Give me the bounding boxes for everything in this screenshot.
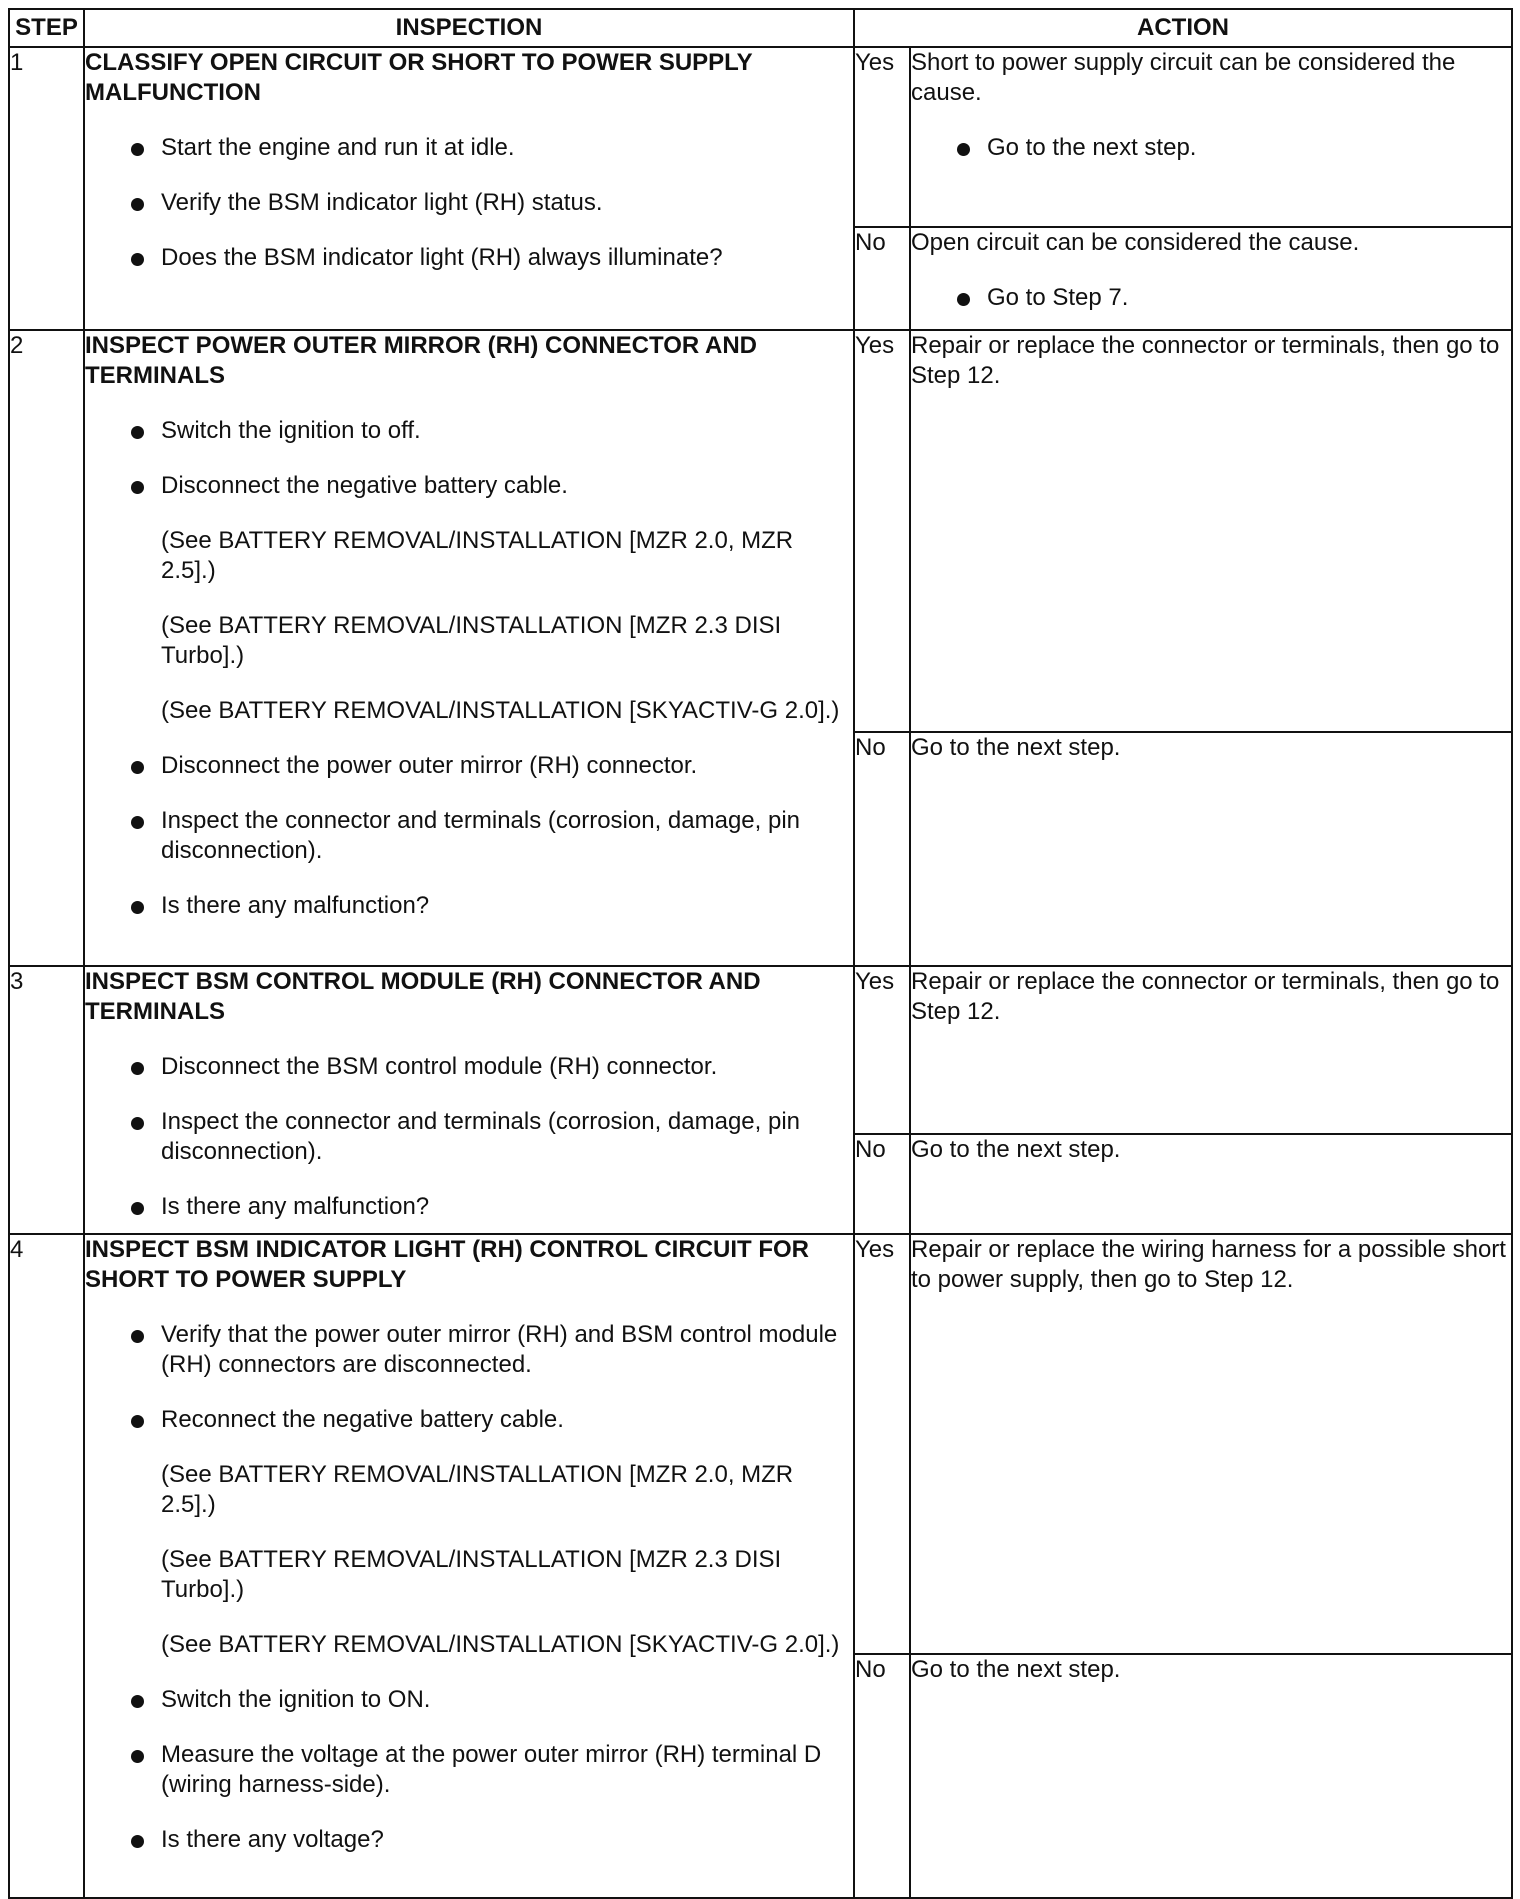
inspection-title: INSPECT BSM INDICATOR LIGHT (RH) CONTROL CIRCUIT FOR SHORT TO POWER SUPPLY [85,1236,809,1293]
inspection-item: Disconnect the negative battery cable. [85,471,853,501]
inspection-title: INSPECT POWER OUTER MIRROR (RH) CONNECTOR AND TERMINALS [85,332,757,389]
yes-label: Yes [854,330,910,732]
action-column-header: ACTION [854,9,1512,47]
inspection-item: Inspect the connector and terminals (corrosion, damage, pin disconnection). [85,806,853,866]
step-1-yes-row [9,47,1512,227]
step-number: 2 [9,330,84,966]
no-label: No [854,227,910,330]
no-action-text: Go to the next step. [911,1136,1121,1163]
inspection-item: Verify the BSM indicator light (RH) status. [85,188,853,218]
yes-action-cell [910,1234,1512,1654]
no-action-text: Go to the next step. [911,1656,1121,1683]
yes-label: Yes [854,966,910,1134]
inspection-item: Inspect the connector and terminals (corrosion, damage, pin disconnection). [85,1107,853,1167]
yes-action-cell [910,330,1512,732]
inspection-cell [84,330,854,966]
step-number: 3 [9,966,84,1234]
inspection-reference: (See BATTERY REMOVAL/INSTALLATION [SKYACTIV-G 2.0].) [161,1631,840,1658]
inspection-item: Is there any malfunction? [85,891,853,921]
step-number: 4 [9,1234,84,1898]
yes-label: Yes [854,47,910,227]
no-action-text: Go to the next step. [911,734,1121,761]
inspection-item: Switch the ignition to off. [85,416,853,446]
inspection-item: Reconnect the negative battery cable. [85,1405,853,1435]
inspection-item: Verify that the power outer mirror (RH) and BSM control module (RH) connectors are disconnected. [85,1320,853,1380]
inspection-item: Does the BSM indicator light (RH) always illuminate? [85,243,853,273]
inspection-reference: (See BATTERY REMOVAL/INSTALLATION [MZR 2.0, MZR 2.5].) [161,1461,794,1518]
inspection-item: Is there any malfunction? [85,1192,853,1222]
table-header-row [9,9,1512,47]
inspection-cell [84,1234,854,1898]
no-label: No [854,1654,910,1898]
inspection-title: INSPECT BSM CONTROL MODULE (RH) CONNECTOR AND TERMINALS [85,968,761,1025]
no-action-cell [910,227,1512,330]
inspection-title: CLASSIFY OPEN CIRCUIT OR SHORT TO POWER SUPPLY MALFUNCTION [85,49,753,106]
inspection-item: Switch the ignition to ON. [85,1685,853,1715]
yes-action-bullet: Go to the next step. [911,133,1511,163]
yes-action-cell [910,966,1512,1134]
inspection-cell [84,47,854,330]
inspection-item: Start the engine and run it at idle. [85,133,853,163]
inspection-reference: (See BATTERY REMOVAL/INSTALLATION [SKYACTIV-G 2.0].) [161,697,840,724]
inspection-item: Disconnect the BSM control module (RH) connector. [85,1052,853,1082]
inspection-cell [84,966,854,1234]
troubleshooting-table [8,8,1513,1899]
no-action-bullet: Go to Step 7. [911,283,1511,313]
inspection-column-header: INSPECTION [84,9,854,47]
inspection-reference: (See BATTERY REMOVAL/INSTALLATION [MZR 2.3 DISI Turbo].) [161,612,782,669]
yes-action-cell [910,47,1512,227]
yes-label: Yes [854,1234,910,1654]
no-action-cell [910,1654,1512,1898]
yes-action-text: Repair or replace the connector or terminals, then go to Step 12. [911,968,1500,1025]
step-4-yes-row [9,1234,1512,1654]
inspection-reference: (See BATTERY REMOVAL/INSTALLATION [MZR 2.0, MZR 2.5].) [161,527,794,584]
no-action-text: Open circuit can be considered the cause. [911,229,1360,256]
no-action-cell [910,1134,1512,1234]
inspection-item: Measure the voltage at the power outer mirror (RH) terminal D (wiring harness-side). [85,1740,853,1800]
step-column-header: STEP [9,9,84,47]
step-2-yes-row [9,330,1512,732]
inspection-reference: (See BATTERY REMOVAL/INSTALLATION [MZR 2.3 DISI Turbo].) [161,1546,782,1603]
no-label: No [854,1134,910,1234]
yes-action-text: Short to power supply circuit can be considered the cause. [911,49,1456,106]
inspection-item: Disconnect the power outer mirror (RH) connector. [85,751,853,781]
no-label: No [854,732,910,966]
yes-action-text: Repair or replace the wiring harness for a possible short to power supply, then go to Step 12. [911,1236,1506,1293]
yes-action-text: Repair or replace the connector or terminals, then go to Step 12. [911,332,1500,389]
step-number: 1 [9,47,84,330]
step-3-yes-row [9,966,1512,1134]
inspection-item: Is there any voltage? [85,1825,853,1855]
no-action-cell [910,732,1512,966]
